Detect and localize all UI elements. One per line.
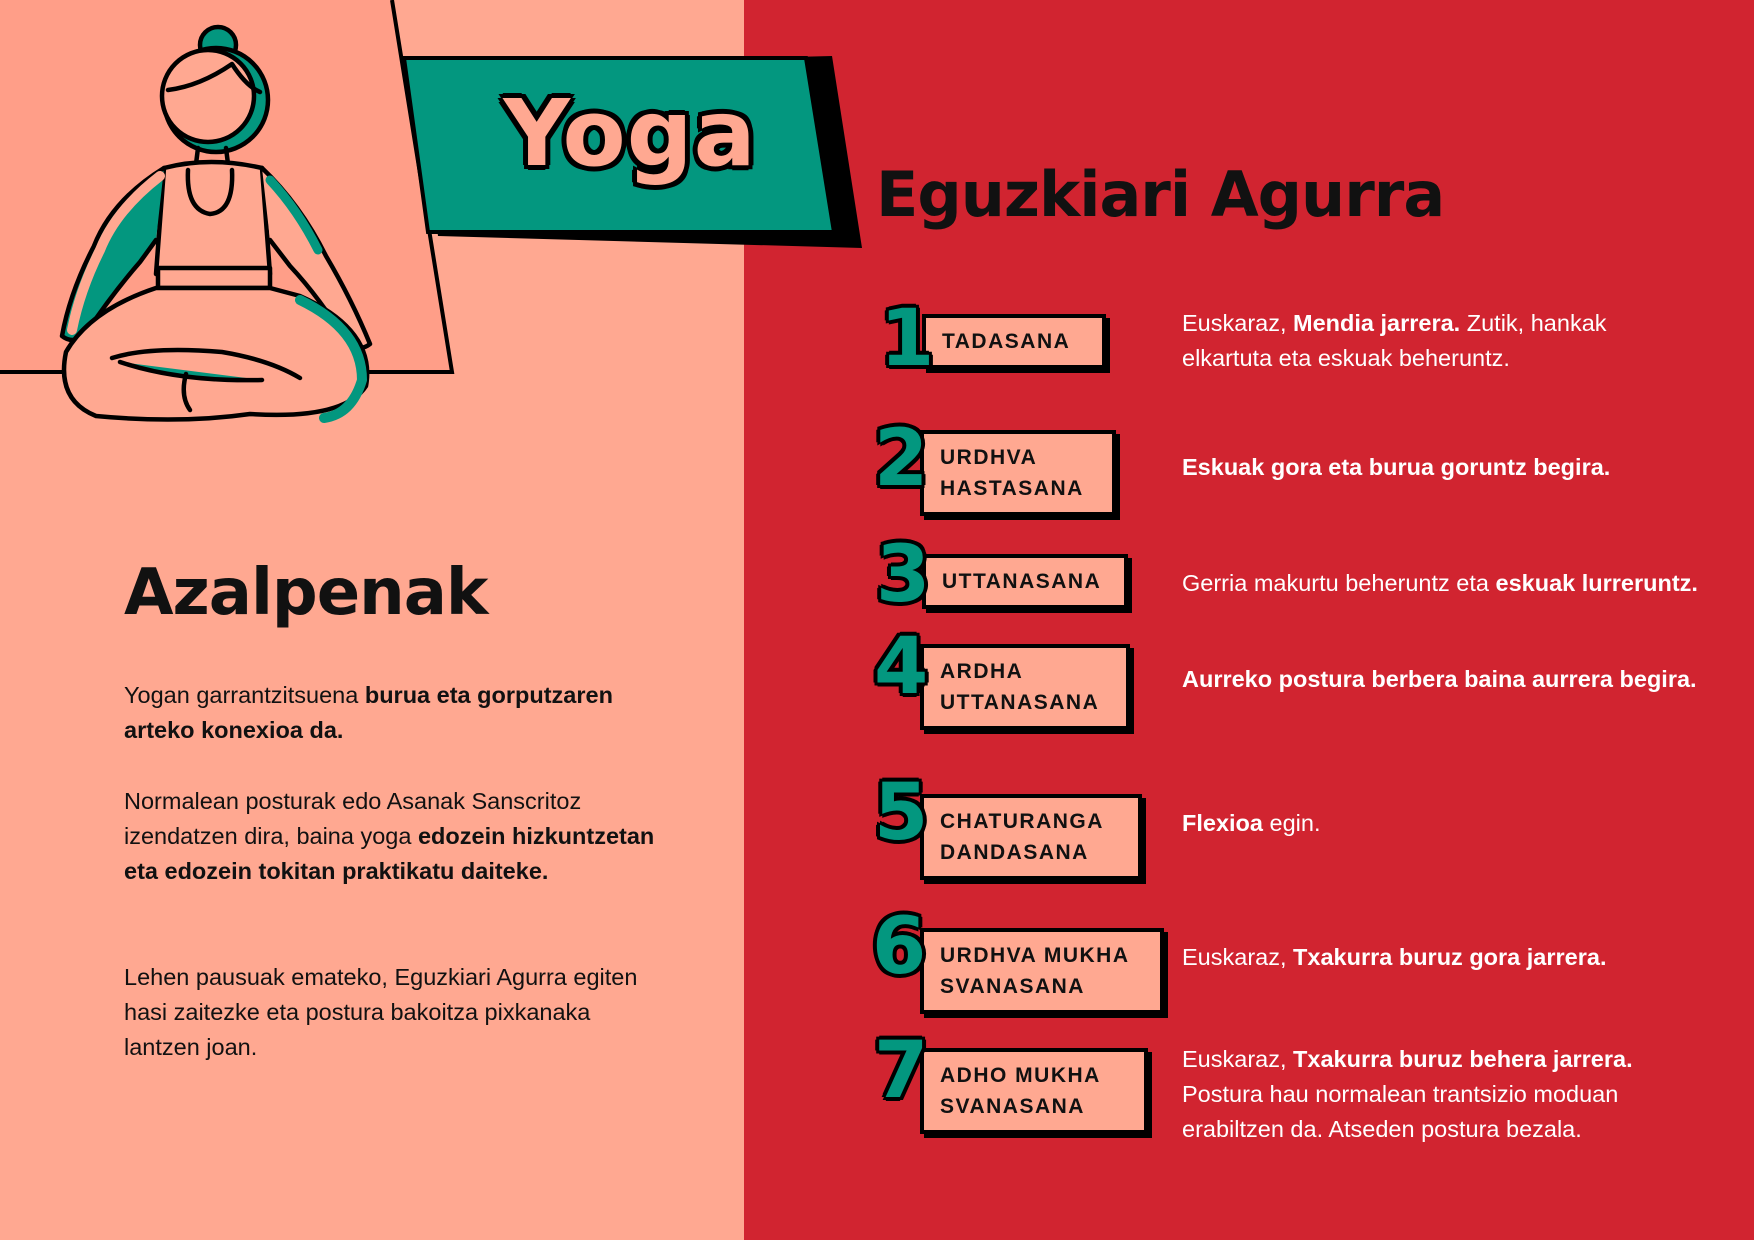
step-number-6: 6 xyxy=(872,902,927,992)
step-label-1: TADASANA xyxy=(922,314,1106,369)
step-description-5: Flexioa egin. xyxy=(1182,810,1321,836)
step-number-1: 1 xyxy=(880,294,935,384)
step-description-1: Euskaraz, Mendia jarrera. Zutik, hankak elkartuta eta eskuak beheruntz. xyxy=(1182,310,1607,371)
step-label-3: UTTANASANA xyxy=(922,554,1128,609)
step-label-4: ARDHA UTTANASANA xyxy=(920,644,1130,730)
step-number-2: 2 xyxy=(874,414,929,504)
page-title: Yoga xyxy=(503,80,757,187)
explanation-heading: Azalpenak xyxy=(124,556,488,630)
step-description-7: Euskaraz, Txakurra buruz behera jarrera. Postura hau normalean trantsizio moduan erabiltzen da. Atseden postura bezala. xyxy=(1182,1046,1633,1142)
step-number-4: 4 xyxy=(874,622,929,712)
explanation-paragraph-2: Normalean posturak edo Asanak Sanscritoz izendatzen dira, baina yoga edozein hizkuntzetan eta edozein tokitan praktikatu daiteke. xyxy=(124,788,655,884)
step-label-5: CHATURANGA DANDASANA xyxy=(920,794,1142,880)
step-number-3: 3 xyxy=(876,530,931,620)
explanation-paragraph-1: Yogan garrantzitsuena burua eta gorputzaren arteko konexioa da. xyxy=(124,682,613,743)
step-description-6: Euskaraz, Txakurra buruz gora jarrera. xyxy=(1182,944,1607,970)
step-label-2: URDHVA HASTASANA xyxy=(920,430,1116,516)
page-subtitle: Eguzkiari Agurra xyxy=(876,158,1445,231)
step-description-3: Gerria makurtu beheruntz eta eskuak lurreruntz. xyxy=(1182,570,1698,596)
step-label-6: URDHVA MUKHA SVANASANA xyxy=(920,928,1164,1014)
step-number-5: 5 xyxy=(874,768,929,858)
step-description-4: Aurreko postura berbera baina aurrera begira. xyxy=(1182,666,1697,692)
step-description-2: Eskuak gora eta burua goruntz begira. xyxy=(1182,454,1611,480)
explanation-paragraph-3: Lehen pausuak emateko, Eguzkiari Agurra egiten hasi zaitezke eta postura bakoitza pixkanaka lantzen joan. xyxy=(124,964,638,1060)
step-number-7: 7 xyxy=(874,1026,929,1116)
step-label-7: ADHO MUKHA SVANASANA xyxy=(920,1048,1148,1134)
